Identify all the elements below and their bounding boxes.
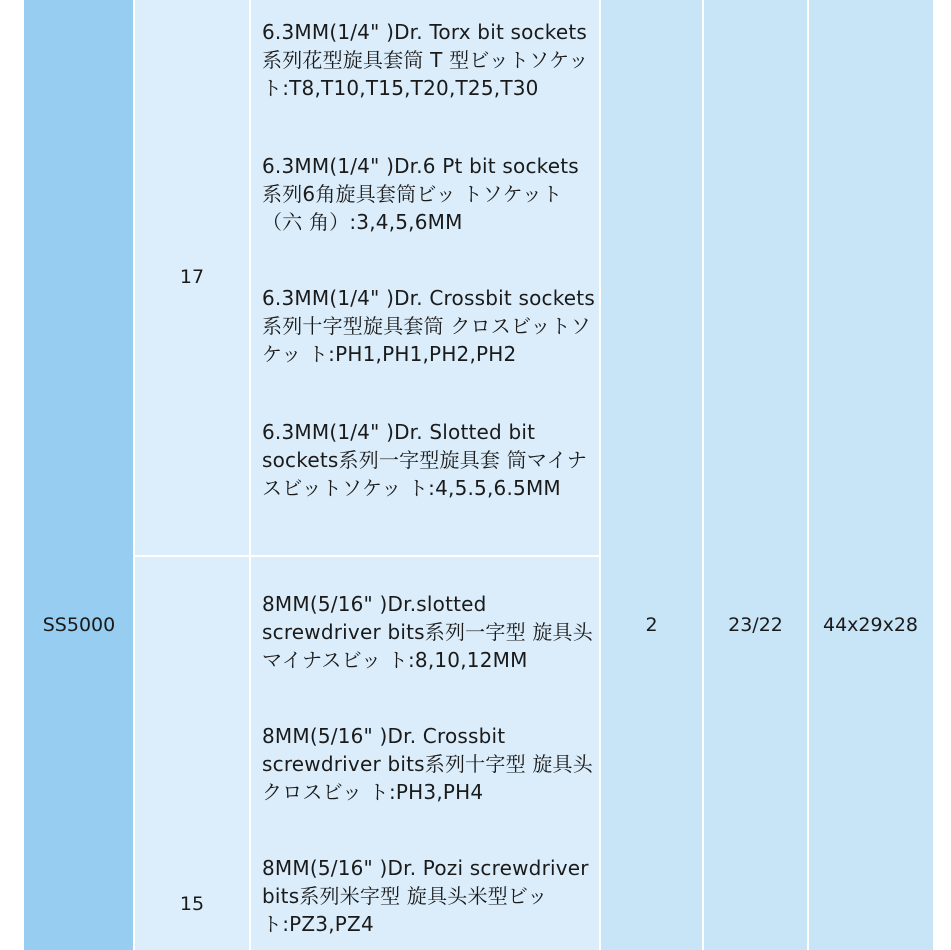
item-description: 6.3MM(1/4" )Dr.6 Pt bit sockets系列6角旋具套筒ビッ トソケット（六 角）:3,4,5,6MM: [262, 154, 579, 234]
column-divider: [133, 0, 135, 950]
item-description: 6.3MM(1/4" )Dr. Slotted bit sockets系列一字型旋具套 筒マイナスビットソケッ ト:4,5.5,6.5MM: [262, 420, 588, 500]
item-description: 6.3MM(1/4" )Dr. Torx bit sockets系列花型旋具套筒 T 型ビットソケッ ト:T8,T10,T15,T20,T25,T30: [262, 20, 589, 100]
model-column: [24, 0, 134, 950]
column-divider: [599, 0, 601, 950]
qty-group-1: 17: [179, 266, 205, 288]
weight-column: [703, 0, 808, 950]
item-description: 8MM(5/16" )Dr. Crossbit screwdriver bits系列十字型 旋具头クロスビッ ト:PH3,PH4: [262, 724, 593, 804]
carton-column: [600, 0, 703, 950]
dimensions-value: 44x29x28: [822, 614, 919, 636]
dimensions-column: [808, 0, 933, 950]
qty-group-2: 15: [179, 893, 205, 915]
model-number: SS5000: [42, 614, 116, 636]
carton-count: 2: [645, 614, 658, 636]
qty-cell-group-2: [134, 556, 250, 950]
item-description: 6.3MM(1/4" )Dr. Crossbit sockets系列十字型旋具套筒 クロスビットソケッ ト:PH1,PH1,PH2,PH2: [262, 286, 595, 366]
item-description: 8MM(5/16" )Dr. Pozi screwdriver bits系列米字型 旋具头米型ビット:PZ3,PZ4: [262, 856, 589, 936]
item-description: 8MM(5/16" )Dr.slotted screwdriver bits系列一字型 旋具头マイナスビッ ト:8,10,12MM: [262, 592, 593, 672]
column-divider: [702, 0, 704, 950]
weight-value: 23/22: [728, 614, 783, 636]
row-divider: [134, 555, 600, 557]
column-divider: [249, 0, 251, 950]
column-divider: [807, 0, 809, 950]
